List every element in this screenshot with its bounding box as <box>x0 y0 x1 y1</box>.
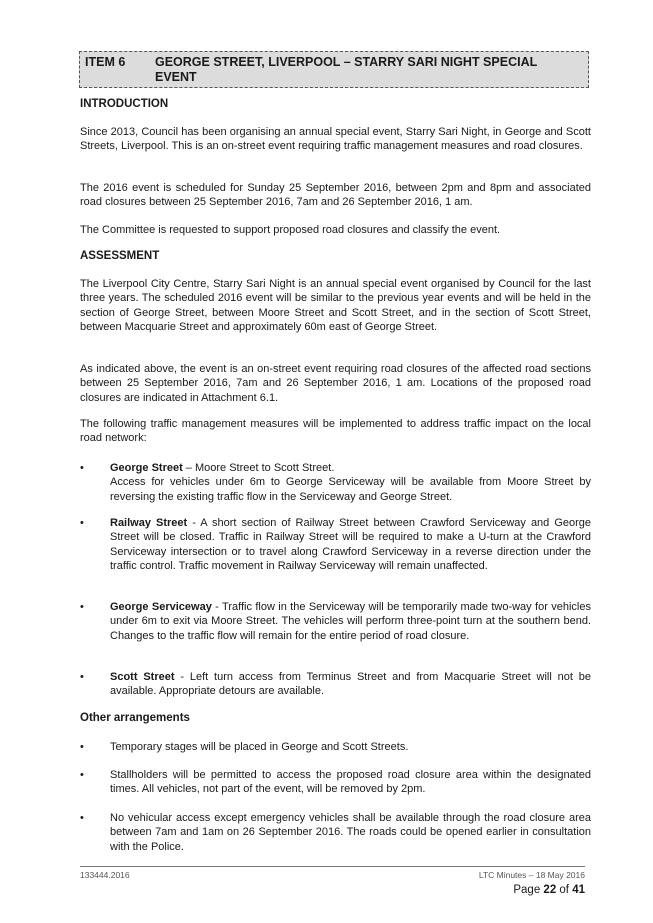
assessment-paragraph-3: The following traffic management measures will be implemented to address traffic impact on the local road network: <box>80 418 591 445</box>
other-item: Stallholders will be permitted to access the proposed road closure area within the designated times. All vehicles, not part of the event, will be removed by 2pm. <box>110 769 591 796</box>
item-title: GEORGE STREET, LIVERPOOL – STARRY SARI NIGHT SPECIAL EVENT <box>155 55 538 84</box>
measure-text: - Traffic flow in the Serviceway will be temporarily made two-way for vehicles under 6m to exit via Moore Street. The vehicles will perform three-point turn at the southern bend. Changes to the traffic flow will remain for the entire period of road closure. <box>110 601 591 642</box>
other-arrangements-heading: Other arrangements <box>80 712 190 724</box>
other-item: Temporary stages will be placed in George and Scott Streets. <box>110 741 409 753</box>
assessment-paragraph-1: The Liverpool City Centre, Starry Sari Night is an annual special event organised by Council for the last three years. The scheduled 2016 event will be similar to the previous year events and will be held in the section of George Street, between Moore Street and Scott Street, and in the section of Scott Street, between Macquarie Street and approximately 60m east of George Street. <box>80 278 591 333</box>
intro-paragraph-1: Since 2013, Council has been organising an annual special event, Starry Sari Night, in George and Scott Streets, Liverpool. This is an on-street event requiring traffic management measures and road closures. <box>80 126 591 153</box>
measure-text: – Moore Street to Scott Street. <box>182 462 335 474</box>
intro-paragraph-2: The 2016 event is scheduled for Sunday 25 September 2016, between 2pm and 8pm and associated road closures between 25 September 2016, 7am and 26 September 2016, 1 am. <box>80 182 591 209</box>
introduction-heading: INTRODUCTION <box>80 98 169 110</box>
bullet: • <box>80 462 84 474</box>
page-label: Page <box>513 884 544 896</box>
measure-title: Railway Street <box>110 517 188 529</box>
measure-title: Scott Street <box>110 671 175 683</box>
footer-divider <box>80 866 585 867</box>
measure-text-continued: Access for vehicles under 6m to George Serviceway will be available from Moore Street by reversing the existing traffic flow in the Serviceway and George Street. <box>110 476 591 503</box>
measure-title: George Serviceway <box>110 601 212 613</box>
intro-paragraph-3: The Committee is requested to support proposed road closures and classify the event. <box>80 224 501 236</box>
item-number: ITEM 6 <box>85 55 126 69</box>
page-number <box>513 884 585 896</box>
assessment-paragraph-2: As indicated above, the event is an on-street event requiring road closures of the affected road sections between 25 September 2016, 7am and 26 September 2016, 1 am. Locations of the proposed road closures are indicated in Attachment 6.1. <box>80 363 591 404</box>
current-page: 22 <box>543 884 557 896</box>
bullet: • <box>80 769 84 781</box>
measure-text: - A short section of Railway Street between Crawford Serviceway and George Street will be closed. Traffic in Railway Street will be required to make a U-turn at the Crawford Serviceway intersection or to travel along Crawford Serviceway in a reverse direction under the traffic control. Traffic movement in Railway Serviceway will remain unaffected. <box>110 517 592 572</box>
bullet: • <box>80 741 84 753</box>
measure-text: - Left turn access from Terminus Street and from Macquarie Street will not be available. Appropriate detours are available. <box>110 671 591 698</box>
measure-title: George Street <box>110 462 183 474</box>
bullet: • <box>80 601 84 613</box>
of-label: of <box>556 884 573 896</box>
footer-reference: 133444.2016 <box>80 870 130 880</box>
item-header <box>79 51 589 88</box>
bullet: • <box>80 671 84 683</box>
measure-scott-street <box>110 670 591 699</box>
footer-document-title: LTC Minutes – 18 May 2016 <box>478 870 585 880</box>
bullet: • <box>80 812 84 824</box>
total-pages: 41 <box>572 884 585 896</box>
measure-george-serviceway <box>110 600 591 643</box>
measure-railway-street <box>110 516 591 573</box>
other-item: No vehicular access except emergency vehicles shall be available through the road closure area between 7am and 1am on 26 September 2016. The roads could be opened earlier in consultation with the Police. <box>110 812 591 853</box>
assessment-heading: ASSESSMENT <box>80 250 160 262</box>
measure-george-street <box>110 461 591 504</box>
bullet: • <box>80 517 84 529</box>
